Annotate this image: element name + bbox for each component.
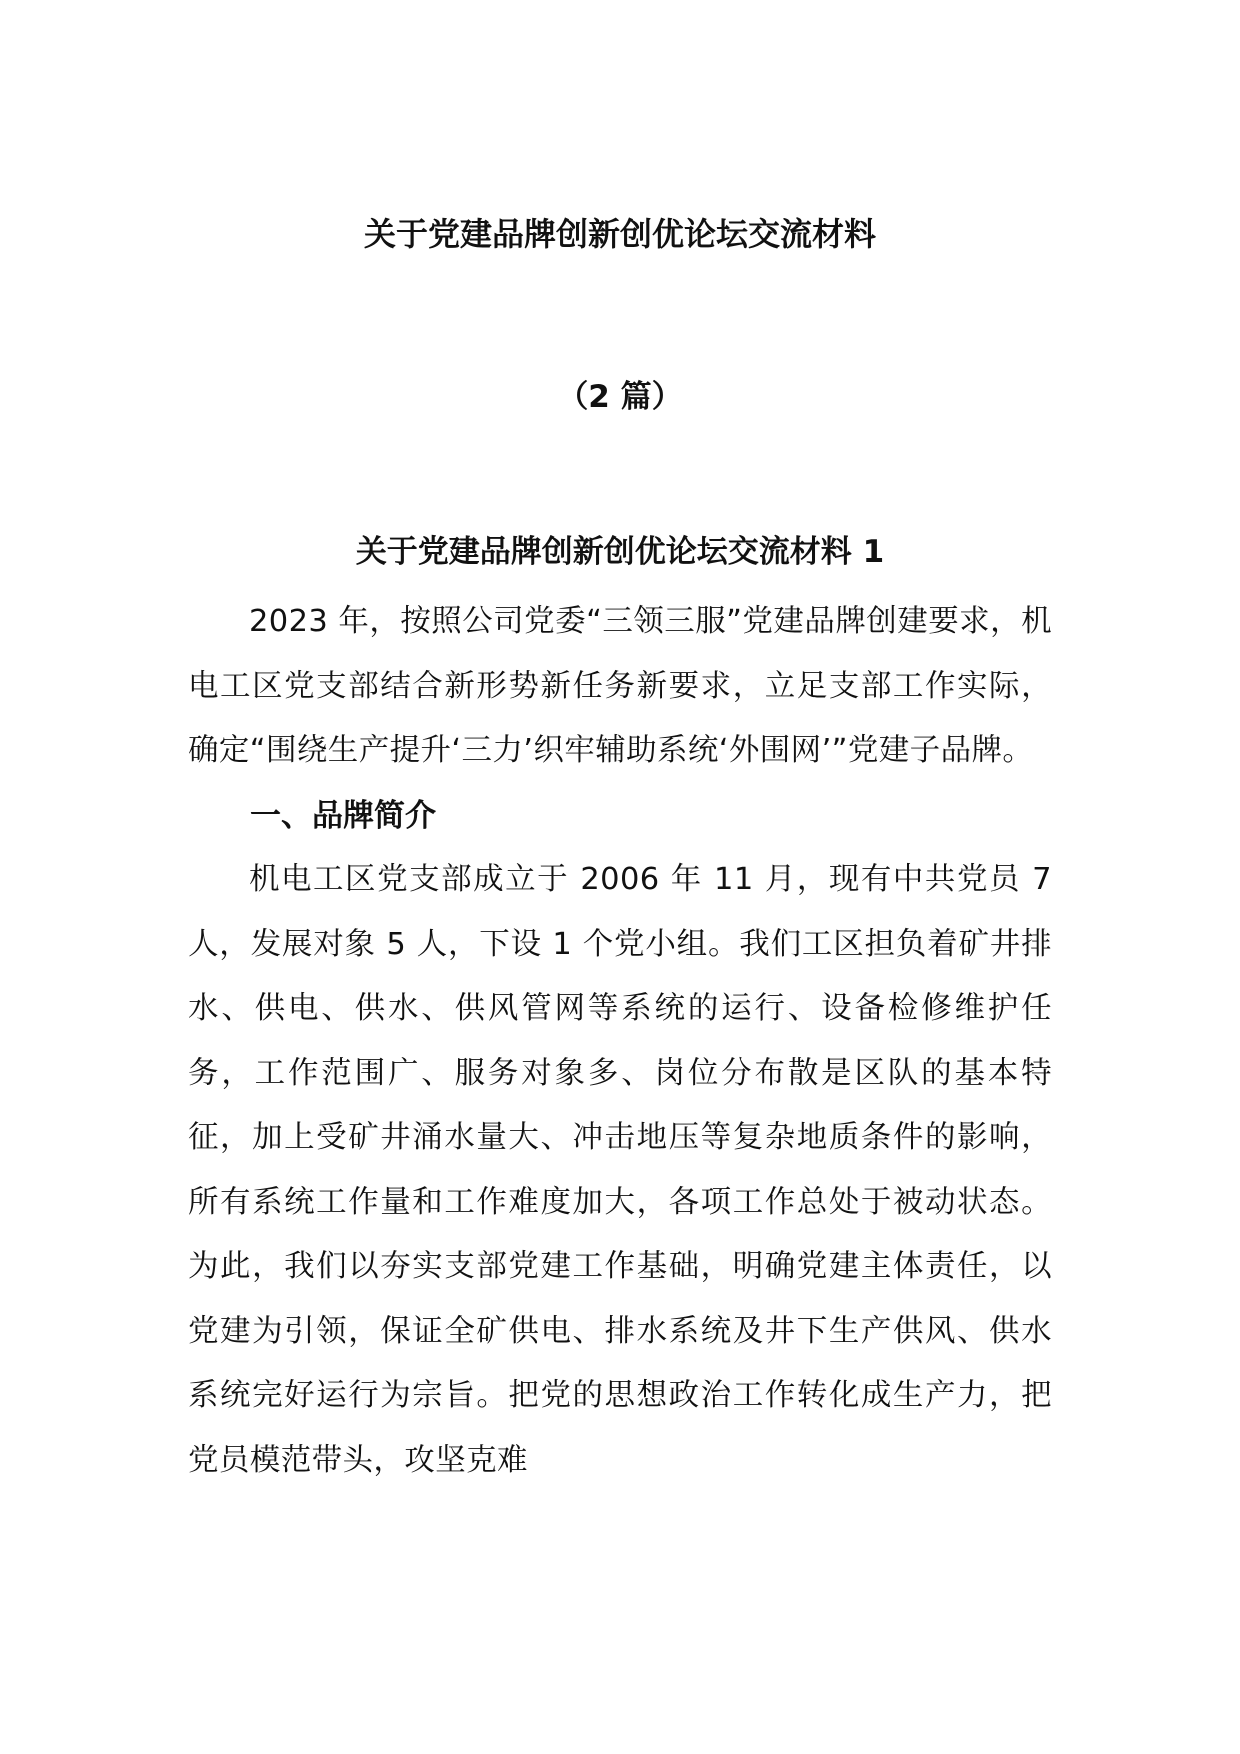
article-body (188, 530, 1052, 1493)
brand-intro-paragraph: 机电工区党支部成立于 2006 年 11 月，现有中共党员 7 人，发展对象 5 人，下设 1 个党小组。我们工区担负着矿井排水、供电、供水、供风管网等系统的运行、设备检修维护任务，工作范围广、服务对象多、岗位分布散是区队的基本特征，加上受矿井涌水量大、冲击地压等复杂地质条件的影响，所有系统工作量和工作难度加大，各项工作总处于被动状态。为此，我们以夯实支部党建工作基础，明确党建主体责任，以党建为引领，保证全矿供电、排水系统及井下生产供风、供水系统完好运行为宗旨。把党的思想政治工作转化成生产力，把党员模范带头，攻坚克难 (188, 862, 1052, 1478)
document-subtitle: （2 篇） (557, 379, 683, 415)
document-title: 关于党建品牌创新创优论坛交流材料 (363, 215, 876, 253)
section-heading-brand-intro: 一、品牌简介 (250, 797, 436, 834)
article-title: 关于党建品牌创新创优论坛交流材料 1 (355, 534, 885, 570)
intro-paragraph: 2023 年，按照公司党委“三领三服”党建品牌创建要求，机电工区党支部结合新形势新任务新要求，立足支部工作实际，确定“围绕生产提升‘三力’织牢辅助系统‘外围网’”党建子品牌。 (188, 604, 1052, 768)
